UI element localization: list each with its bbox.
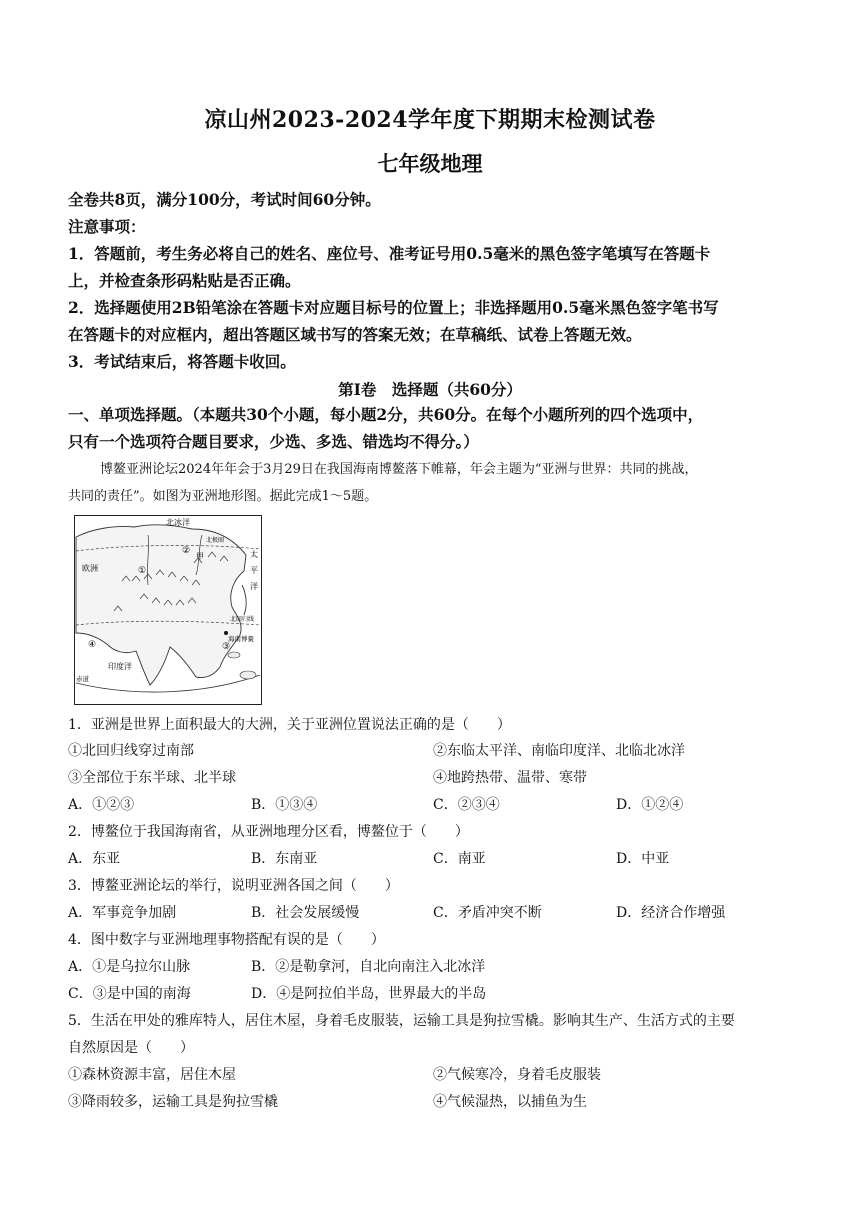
q1-option-c[interactable]: C．②③④ (433, 797, 500, 813)
q5-item-1: ①森林资源丰富，居住木屋 (68, 1067, 236, 1083)
q1-option-b[interactable]: B．①③④ (251, 797, 318, 813)
q4-option-a[interactable]: A．①是乌拉尔山脉 (68, 959, 191, 975)
map-label-indian-ocean: 印度洋 (108, 662, 132, 671)
note-1-line-2: 上，并检查条形码粘贴是否正确。 (68, 271, 301, 290)
q1-item-2: ②东临太平洋、南临印度洋、北临北冰洋 (433, 743, 685, 759)
q3-option-a[interactable]: A．军事竞争加剧 (68, 905, 177, 921)
q5-stem-line-2: 自然原因是（ ） (68, 1040, 194, 1056)
q1-option-d[interactable]: D．①②④ (616, 797, 684, 813)
map-number-2: ② (182, 546, 191, 556)
q3-option-d[interactable]: D．经济合作增强 (616, 905, 726, 921)
map-label-jia: 甲 (196, 552, 204, 561)
q5-item-3: ③降雨较多，运输工具是狗拉雪橇 (68, 1094, 278, 1110)
q4-stem: 4．图中数字与亚洲地理事物搭配有误的是（ ） (68, 932, 385, 948)
exam-info: 全卷共8页，满分100分，考试时间60分钟。 (68, 190, 381, 209)
q1-stem: 1．亚洲是世界上面积最大的大洲，关于亚洲位置说法正确的是（ ） (68, 717, 511, 733)
q5-item-2: ②气候寒冷，身着毛皮服装 (433, 1067, 601, 1083)
q2-stem: 2．博鳌位于我国海南省，从亚洲地理分区看，博鳌位于（ ） (68, 824, 469, 840)
map-label-pacific-1: 太 (250, 550, 258, 559)
map-label-pacific-3: 洋 (250, 582, 258, 591)
q4-option-c[interactable]: C．③是中国的南海 (68, 986, 191, 1002)
exam-subtitle: 七年级地理 (377, 151, 483, 176)
note-1-line-1: 1．答题前，考生务必将自己的姓名、座位号、准考证号用0.5毫米的黑色签字笔填写在答题卡 (68, 244, 711, 263)
part1-instructions-line-2: 只有一个选项符合题目要求，少选、多选、错选均不得分。） (68, 432, 479, 451)
q2-option-c[interactable]: C．南亚 (433, 851, 486, 867)
map-label-arctic-circle: 北极圈 (206, 537, 225, 544)
q3-option-c[interactable]: C．矛盾冲突不断 (433, 905, 542, 921)
note-2-line-1: 2．选择题使用2B铅笔涂在答题卡对应题目标号的位置上；非选择题用0.5毫米黑色签字笔书写 (68, 298, 719, 317)
q1-option-a[interactable]: A．①②③ (68, 797, 135, 813)
notes-heading: 注意事项： (68, 217, 146, 236)
q1-item-3: ③全部位于东半球、北半球 (68, 770, 236, 786)
q4-option-b[interactable]: B．②是勒拿河，自北向南注入北冰洋 (251, 959, 486, 975)
q2-option-b[interactable]: B．东南亚 (251, 851, 318, 867)
map-number-3: ③ (222, 642, 231, 652)
asia-terrain-map (74, 515, 262, 705)
q1-item-4: ④地跨热带、温带、寒带 (433, 770, 587, 786)
map-label-boao: 海南博鳌 (228, 635, 254, 643)
q2-option-a[interactable]: A．东亚 (68, 851, 121, 867)
part1-instructions-line-1: 一、单项选择题。（本题共30个小题，每小题2分，共60分。在每个小题所列的四个选项中， (68, 405, 704, 424)
intro-line-2: 共同的责任”。如图为亚洲地形图。据此完成1～5题。 (68, 489, 378, 504)
q4-option-d[interactable]: D．④是阿拉伯半岛，世界最大的半岛 (251, 986, 487, 1002)
q1-item-1: ①北回归线穿过南部 (68, 743, 194, 759)
q2-option-d[interactable]: D．中亚 (616, 851, 670, 867)
exam-title: 凉山州2023-2024学年度下期期末检测试卷 (204, 107, 656, 133)
q3-stem: 3．博鳌亚洲论坛的举行，说明亚洲各国之间（ ） (68, 878, 399, 894)
q3-option-b[interactable]: B．社会发展缓慢 (251, 905, 360, 921)
q5-item-4: ④气候湿热，以捕鱼为生 (433, 1094, 587, 1110)
q5-stem-line-1: 5．生活在甲处的雅库特人，居住木屋，身着毛皮服装，运输工具是狗拉雪橇。影响其生产、生活方式的主要 (68, 1013, 735, 1029)
section-title: 第Ⅰ卷 选择题（共60分） (338, 380, 522, 399)
note-3: 3．考试结束后，将答题卡收回。 (68, 352, 296, 371)
map-label-arctic: 北冰洋 (166, 518, 190, 527)
map-label-equator: 赤道 (76, 675, 89, 683)
map-number-1: ① (138, 566, 147, 576)
map-number-4: ④ (88, 640, 97, 650)
map-label-tropic: 北回归线 (230, 616, 255, 623)
map-label-europe: 欧洲 (82, 564, 98, 573)
map-label-pacific-2: 平 (250, 566, 258, 575)
intro-line-1: 博鳌亚洲论坛2024年年会于3月29日在我国海南博鳌落下帷幕，年会主题为“亚洲与世界：共同的挑战， (100, 462, 698, 477)
note-2-line-2: 在答题卡的对应框内，超出答题区域书写的答案无效；在草稿纸、试卷上答题无效。 (68, 325, 642, 344)
